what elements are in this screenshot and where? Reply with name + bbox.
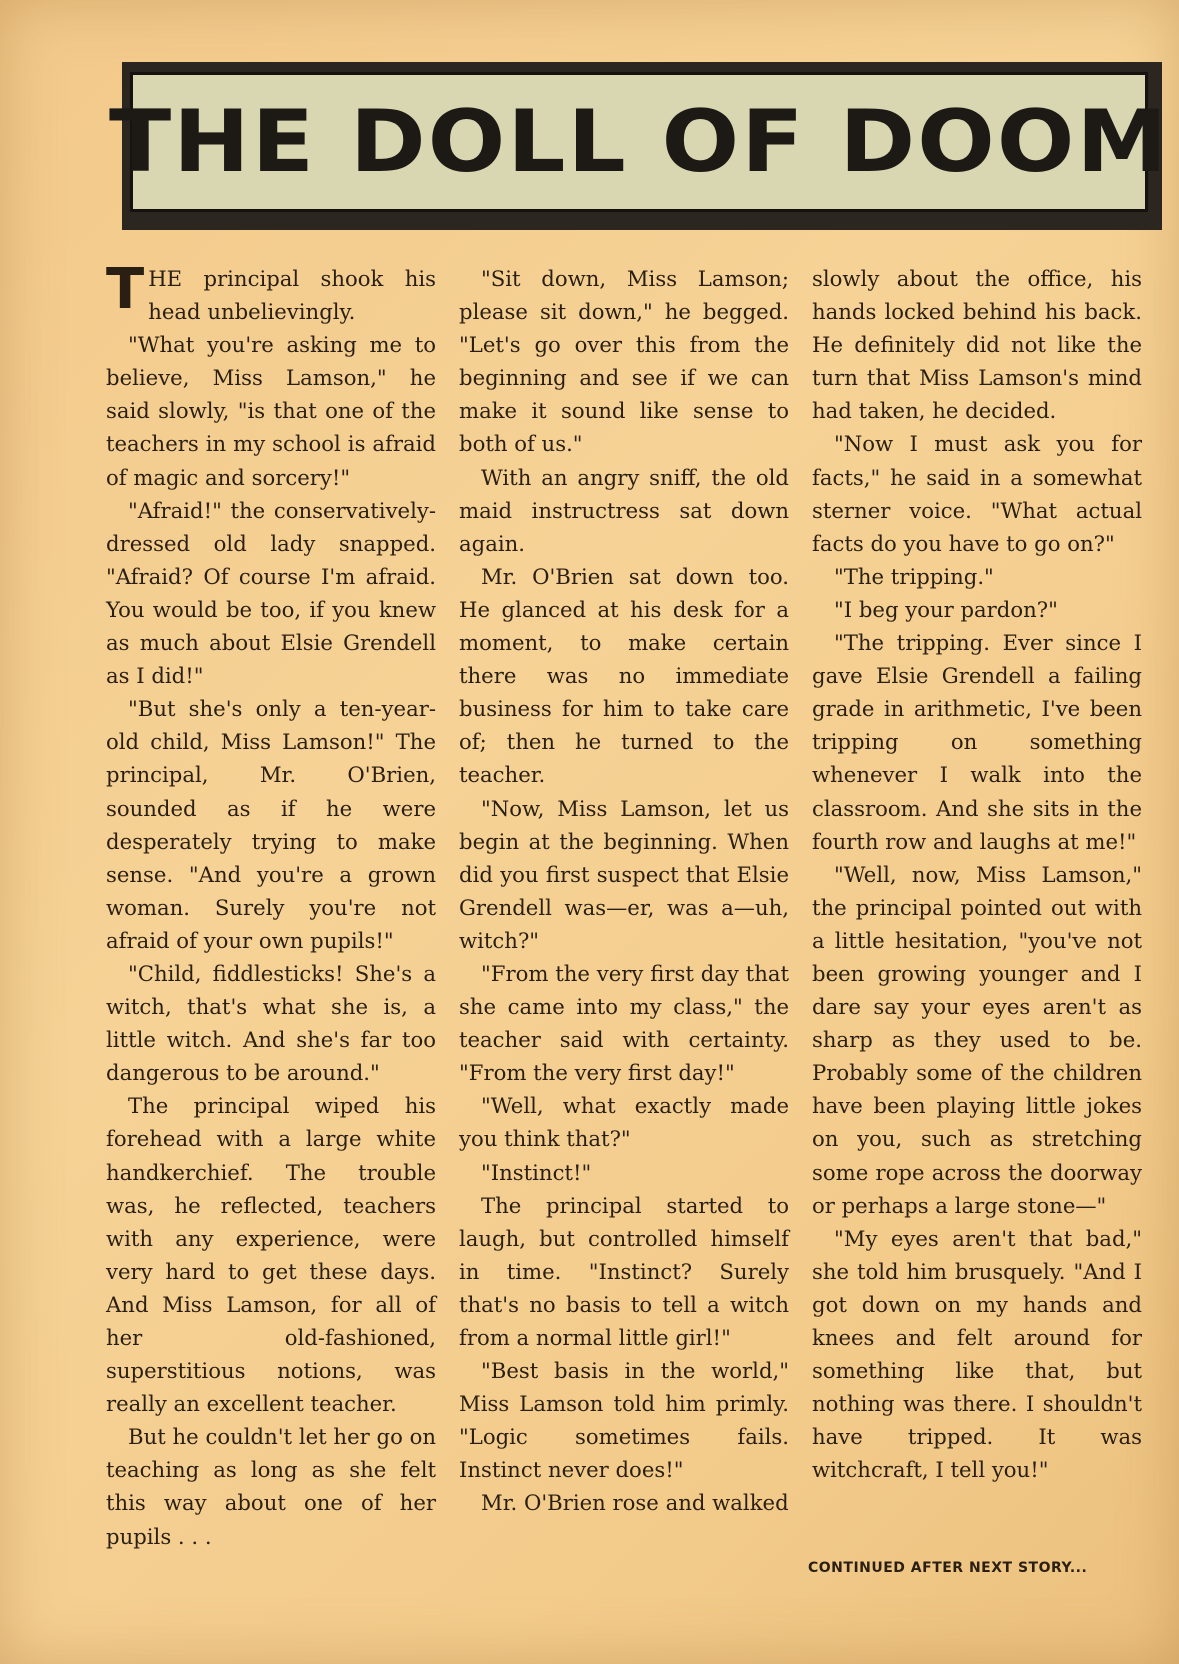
paragraph: "The tripping. Ever since I gave Elsie Grendell a failing grade in arithmetic, I've been tripping on something whenever I walk into the classroom. And she sits in the fourth row and laughs at me!": [812, 630, 1142, 854]
paragraph: "Best basis in the world," Miss Lamson told him primly. "Logic sometimes fails. Instinct never does!": [459, 1358, 789, 1483]
paragraph: The principal wiped his forehead with a large white handkerchief. The trouble was, he reflected, teachers with any experience, were very hard to get these days. And Miss Lamson, for all of her old-fashioned, superstitious notions, was really an excellent teacher.: [106, 1093, 436, 1417]
paragraph: "The tripping.": [834, 563, 994, 589]
paragraph: Mr. O'Brien rose and walked: [481, 1490, 789, 1516]
story-title: THE DOLL OF DOOM: [108, 92, 1170, 192]
paragraph: slowly about the office, his hands locked behind his back. He definitely did not like the turn that Miss Lamson's mind had taken, he decided.: [812, 266, 1142, 424]
column-2: [459, 262, 789, 1520]
paragraph: "What you're asking me to believe, Miss Lamson," he said slowly, "is that one of the teachers in my school is afraid of magic and sorcery!": [106, 332, 436, 490]
column-3: [812, 262, 1142, 1486]
paragraph: "Afraid!" the conservatively-dressed old lady snapped. "Afraid? Of course I'm afraid. You would be too, if you knew as much about Elsie Grendell as I did!": [106, 497, 436, 689]
paragraph: With an angry sniff, the old maid instructress sat down again.: [459, 464, 789, 556]
title-panel: [108, 72, 1170, 212]
paragraph: "Instinct!": [481, 1159, 592, 1185]
paragraph: The principal started to laugh, but controlled himself in time. "Instinct? Surely that's no basis to tell a witch from a normal little girl!": [459, 1192, 789, 1350]
paragraph: But he couldn't let her go on teaching as long as she felt this way about one of her pupils . . .: [106, 1424, 436, 1549]
paragraph: "But she's only a ten-year-old child, Miss Lamson!" The principal, Mr. O'Brien, sounded as if he were desperately trying to make sense. "And you're a grown woman. Surely you're not afraid of your own pupils!": [106, 696, 436, 953]
paragraph: "Well, now, Miss Lamson," the principal pointed out with a little hesitation, "you've not been growing younger and I dare say your eyes aren't as sharp as they used to be. Probably some of the children have been playing little jokes on you, such as stretching some rope across the doorway or perhaps a large stone—": [812, 861, 1142, 1218]
paragraph: "Now, Miss Lamson, let us begin at the beginning. When did you first suspect that Elsie Grendell was—er, was a—uh, witch?": [459, 795, 789, 953]
paragraph: THE principal shook his head unbelievingly.: [106, 257, 436, 325]
story-columns: [106, 257, 1154, 1552]
paragraph: "I beg your pardon?": [834, 596, 1058, 622]
paragraph: "Now I must ask you for facts," he said in a somewhat sterner voice. "What actual facts do you have to go on?": [812, 431, 1142, 556]
paragraph: "Child, fiddlesticks! She's a witch, that's what she is, a little witch. And she's far too dangerous to be around.": [106, 960, 436, 1086]
paragraph: "Well, what exactly made you think that?": [459, 1093, 789, 1152]
paragraph: "From the very first day that she came into my class," the teacher said with certainty. "From the very first day!": [459, 960, 789, 1086]
continued-note: CONTINUED AFTER NEXT STORY...: [808, 1560, 1088, 1576]
title-banner: [108, 62, 1170, 230]
drop-cap: T: [106, 257, 145, 322]
column-1: [106, 257, 436, 1553]
paragraph: "Sit down, Miss Lamson; please sit down," he begged. "Let's go over this from the beginning and see if we can make it sound like sense to both of us.": [459, 266, 789, 457]
paragraph: "My eyes aren't that bad," she told him brusquely. "And I got down on my hands and knees and felt around for something like that, but nothing was there. I shouldn't have tripped. It was witchcraft, I tell you!": [812, 1225, 1142, 1483]
paragraph: Mr. O'Brien sat down too. He glanced at his desk for a moment, to make certain there was no immediate business for him to take care of; then he turned to the teacher.: [459, 563, 789, 788]
